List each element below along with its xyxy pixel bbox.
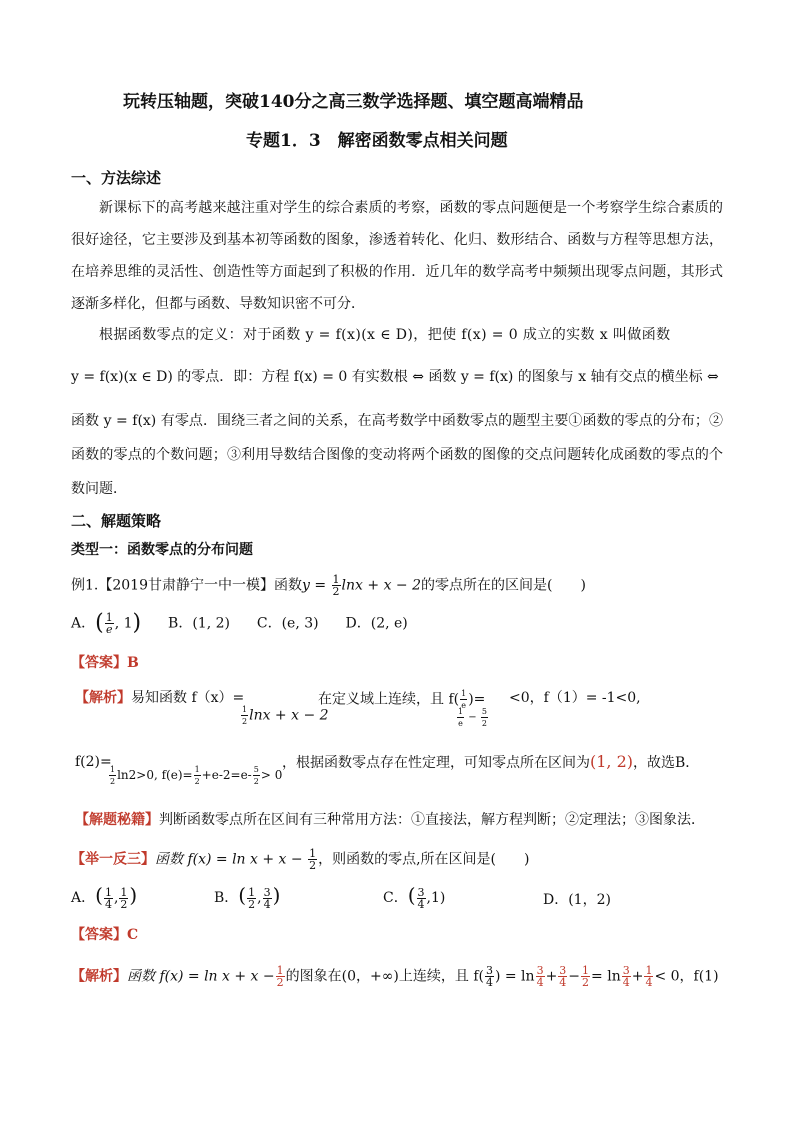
analysis-1-c: 在定义域上连续，且 f(	[318, 691, 460, 708]
analysis-1-g: ln2>0, f(e)=	[117, 768, 193, 782]
example-2-option-b: B．( $\frac{1}{2}$ , $\frac{3}{4}$ )	[214, 883, 281, 911]
example-1-suffix: 的零点所在的区间是( )	[421, 577, 586, 594]
analysis-1-f: f(2)=	[75, 754, 112, 770]
frac-1	[457, 706, 464, 729]
frac-denominator: e	[461, 701, 466, 710]
five-halves-fraction	[253, 764, 260, 787]
frac-denominator: 2	[276, 976, 284, 989]
frac-numerator: 1	[194, 765, 200, 774]
frac-b1	[247, 887, 256, 910]
frac-numerator: 1	[458, 707, 464, 716]
frac-denominator: 2	[242, 717, 248, 726]
frac-denominator: 4	[104, 897, 112, 911]
frac-2	[481, 706, 488, 729]
frac-numerator: 3	[417, 885, 425, 899]
secret-line	[75, 810, 705, 830]
frac-numerator: 1	[582, 964, 590, 977]
secret-text: 判断函数零点所在区间有三种常用方法：①直接法，解方程判断；②定理法；③图象法．	[159, 812, 705, 828]
method-paragraph-1: 新课标下的高考越来越注重对学生的综合素质的考察，函数的零点问题便是一个考察学生综合素质的很好途径，它主要涉及到基本初等函数的图象，渗透着转化、化归、数形结合、函数与方程等思想方法，在培养思维的灵活性、创造性等方面起到了积极的作用．近几年的数学高考中频频出现零点问题，其形式逐渐多样化，但都与函数、导数知识密不可分．	[71, 200, 723, 312]
document-subtitle: 专题1．3 解密函数零点相关问题	[246, 131, 508, 151]
three-quarters-fraction	[485, 965, 494, 988]
frac-numerator: 1	[461, 689, 467, 698]
answer-2: 【答案】C	[71, 927, 139, 943]
frac-denominator: 4	[559, 976, 567, 989]
definition-rest: 函数 y = f(x) 有零点．围绕三者之间的关系，在高考数学中函数零点的题型主要①函数的零点的分布；②函数的零点的个数问题；③利用导数结合图像的变动将两个函数的图像的交点问题转化成函数的零点的个数问题．	[71, 413, 723, 497]
frac-r3	[581, 965, 590, 988]
option-a-tail: , 1	[114, 615, 133, 632]
option-a-label: A．	[71, 890, 96, 906]
frac-numerator: 3	[622, 964, 630, 977]
frac-denominator: 4	[645, 976, 653, 989]
option-a-fraction	[105, 612, 114, 635]
frac-denominator: 2	[194, 777, 200, 786]
analysis-2-c: ) = ln	[494, 968, 535, 985]
half-fraction	[194, 764, 201, 787]
document-title: 玩转压轴题，突破140分之高三数学选择题、填空题高端精品	[123, 92, 584, 112]
example-2-option-d: D．(1，2)	[543, 892, 611, 908]
frac-r4	[622, 965, 631, 988]
frac-denominator: 2	[332, 585, 340, 598]
analysis-2-label: 【解析】	[71, 968, 127, 985]
frac-denominator: 2	[110, 777, 116, 786]
frac-denominator: 4	[485, 976, 493, 989]
half-fraction	[276, 965, 285, 988]
analysis-1-i: > 0	[260, 768, 283, 782]
frac-numerator: 1	[110, 765, 116, 774]
analysis-2: 【解析】函数 f(x) = ln x + x − $\frac{1}{2}$ 的图象在(0，+∞)上连续，且 f( $\frac{3}{4}$ ) = ln $\frac{3}{4}$ + $\frac{3}{4}$ − $\frac{1}{2}$ = ln $\frac{3}{4}$ + $\frac{1}{4}$ < 0，f(1)	[71, 964, 719, 989]
example-2-b: ，则函数的零点,所在区间是( )	[318, 851, 530, 868]
frac-denominator: 2	[253, 777, 259, 786]
analysis-1-function	[240, 704, 329, 727]
frac-numerator: 1	[309, 847, 317, 860]
frac-numerator: 5	[253, 765, 259, 774]
analysis-1-a: 易知函数 f（x）=	[131, 690, 245, 706]
frac-denominator: 2	[248, 897, 256, 911]
analysis-1-ln2-line	[108, 764, 282, 787]
option-c-tail: ,1)	[426, 890, 446, 906]
example-1-options: A．( $\frac{1}{e}$ , 1) B．(1, 2) C．(e, 3) D．(2, e)	[71, 610, 408, 636]
example-1	[71, 574, 586, 597]
option-c: C．(e, 3)	[256, 615, 319, 632]
half-fraction	[241, 704, 248, 727]
frac-numerator: 3	[536, 964, 544, 977]
frac-numerator: 1	[104, 885, 112, 899]
frac-c1	[417, 887, 426, 910]
answer-1: 【答案】B	[71, 655, 139, 671]
example-1-y: y =	[302, 577, 327, 594]
example-2-option-c: C．( $\frac{3}{4}$ ,1)	[383, 883, 446, 911]
analysis-2-b: 的图象在(0，+∞)上连续，且 f(	[285, 968, 484, 985]
example-2-option-a: A．( $\frac{1}{4}$ , $\frac{1}{2}$ )	[71, 883, 138, 911]
half-fraction	[308, 848, 317, 871]
option-b: B．(1, 2)	[168, 615, 230, 632]
frac-denominator: 2	[582, 976, 590, 989]
frac-r2	[558, 965, 567, 988]
analysis-1-h: +e-2=e-	[201, 768, 252, 782]
analysis-1-e: <0，f（1）= -1<0,	[509, 690, 641, 706]
frac-denominator: 2	[309, 859, 317, 872]
frac-r5	[644, 965, 653, 988]
example-1-fraction	[332, 574, 341, 597]
frac-numerator: 1	[120, 885, 128, 899]
analysis-1-d: )=	[468, 691, 486, 708]
frac-denominator: 4	[622, 976, 630, 989]
example-1-prefix: 例1.【2019甘肃静宁一中一模】函数	[71, 577, 302, 594]
frac-denominator: e	[105, 623, 113, 636]
secret-label: 【解题秘籍】	[75, 812, 159, 828]
frac-denominator: 2	[481, 719, 487, 728]
frac-numerator: 3	[559, 964, 567, 977]
analysis-1-interval: (1, 2)	[590, 752, 634, 771]
frac-numerator: 1	[332, 573, 340, 586]
analysis-1-l: ，故选B．	[633, 755, 700, 771]
analysis-1-conclusion	[282, 752, 699, 773]
analysis-1-b: lnx + x − 2	[249, 707, 329, 724]
type-1-heading: 类型一：函数零点的分布问题	[71, 542, 253, 558]
option-a-label: A．	[71, 615, 96, 632]
frac-denominator: 4	[263, 897, 271, 911]
option-b-label: B．	[214, 890, 239, 906]
definition-line-2: y = f(x)(x ∈ D) 的零点．即：方程 f(x) = 0 有实数根 ⇔ 函数 y = f(x) 的图象与 x 轴有交点的横坐标 ⇔	[71, 369, 719, 385]
frac-a1	[104, 887, 113, 910]
example-2-a: 函数 f(x) = ln x + x −	[155, 851, 303, 868]
frac-numerator: 1	[248, 885, 256, 899]
analysis-1-j: ，根据函数零点存在性定理，可知零点所在区间为	[282, 755, 590, 771]
example-2-label: 【举一反三】	[71, 851, 155, 868]
half-fraction	[109, 764, 116, 787]
frac-numerator: 1	[276, 964, 284, 977]
frac-a2	[119, 887, 128, 910]
analysis-2-d: = ln	[591, 968, 621, 985]
frac-numerator: 1	[105, 611, 113, 624]
frac-denominator: 4	[417, 897, 425, 911]
analysis-2-a: 函数 f(x) = ln x + x −	[127, 968, 275, 985]
frac-numerator: 1	[645, 964, 653, 977]
frac-numerator: 3	[263, 885, 271, 899]
frac-b2	[263, 887, 272, 910]
frac-numerator: 1	[242, 705, 248, 714]
frac-r1	[536, 965, 545, 988]
frac-denominator: e	[458, 719, 463, 728]
frac-numerator: 5	[481, 707, 487, 716]
frac-denominator: 2	[120, 897, 128, 911]
section-heading-method: 一、方法综述	[71, 169, 162, 187]
section-heading-strategy: 二、解题策略	[71, 512, 162, 530]
analysis-1-line-1	[75, 688, 244, 708]
option-d: D．(2, e)	[345, 615, 408, 632]
analysis-1-minus-terms: $\frac{1}{e}$ − $\frac{5}{2}$	[458, 707, 487, 728]
frac-numerator: 3	[485, 964, 493, 977]
option-c-label: C．	[383, 890, 408, 906]
frac-denominator: 4	[536, 976, 544, 989]
example-2	[71, 848, 529, 871]
analysis-1-label: 【解析】	[75, 690, 131, 706]
example-1-expression: lnx + x − 2	[341, 577, 422, 594]
analysis-2-e: < 0，f(1)	[654, 968, 719, 985]
definition-line-1: 根据函数零点的定义：对于函数 y = f(x)(x ∈ D)，把使 f(x) = 0 成立的实数 x 叫做函数	[99, 327, 671, 343]
